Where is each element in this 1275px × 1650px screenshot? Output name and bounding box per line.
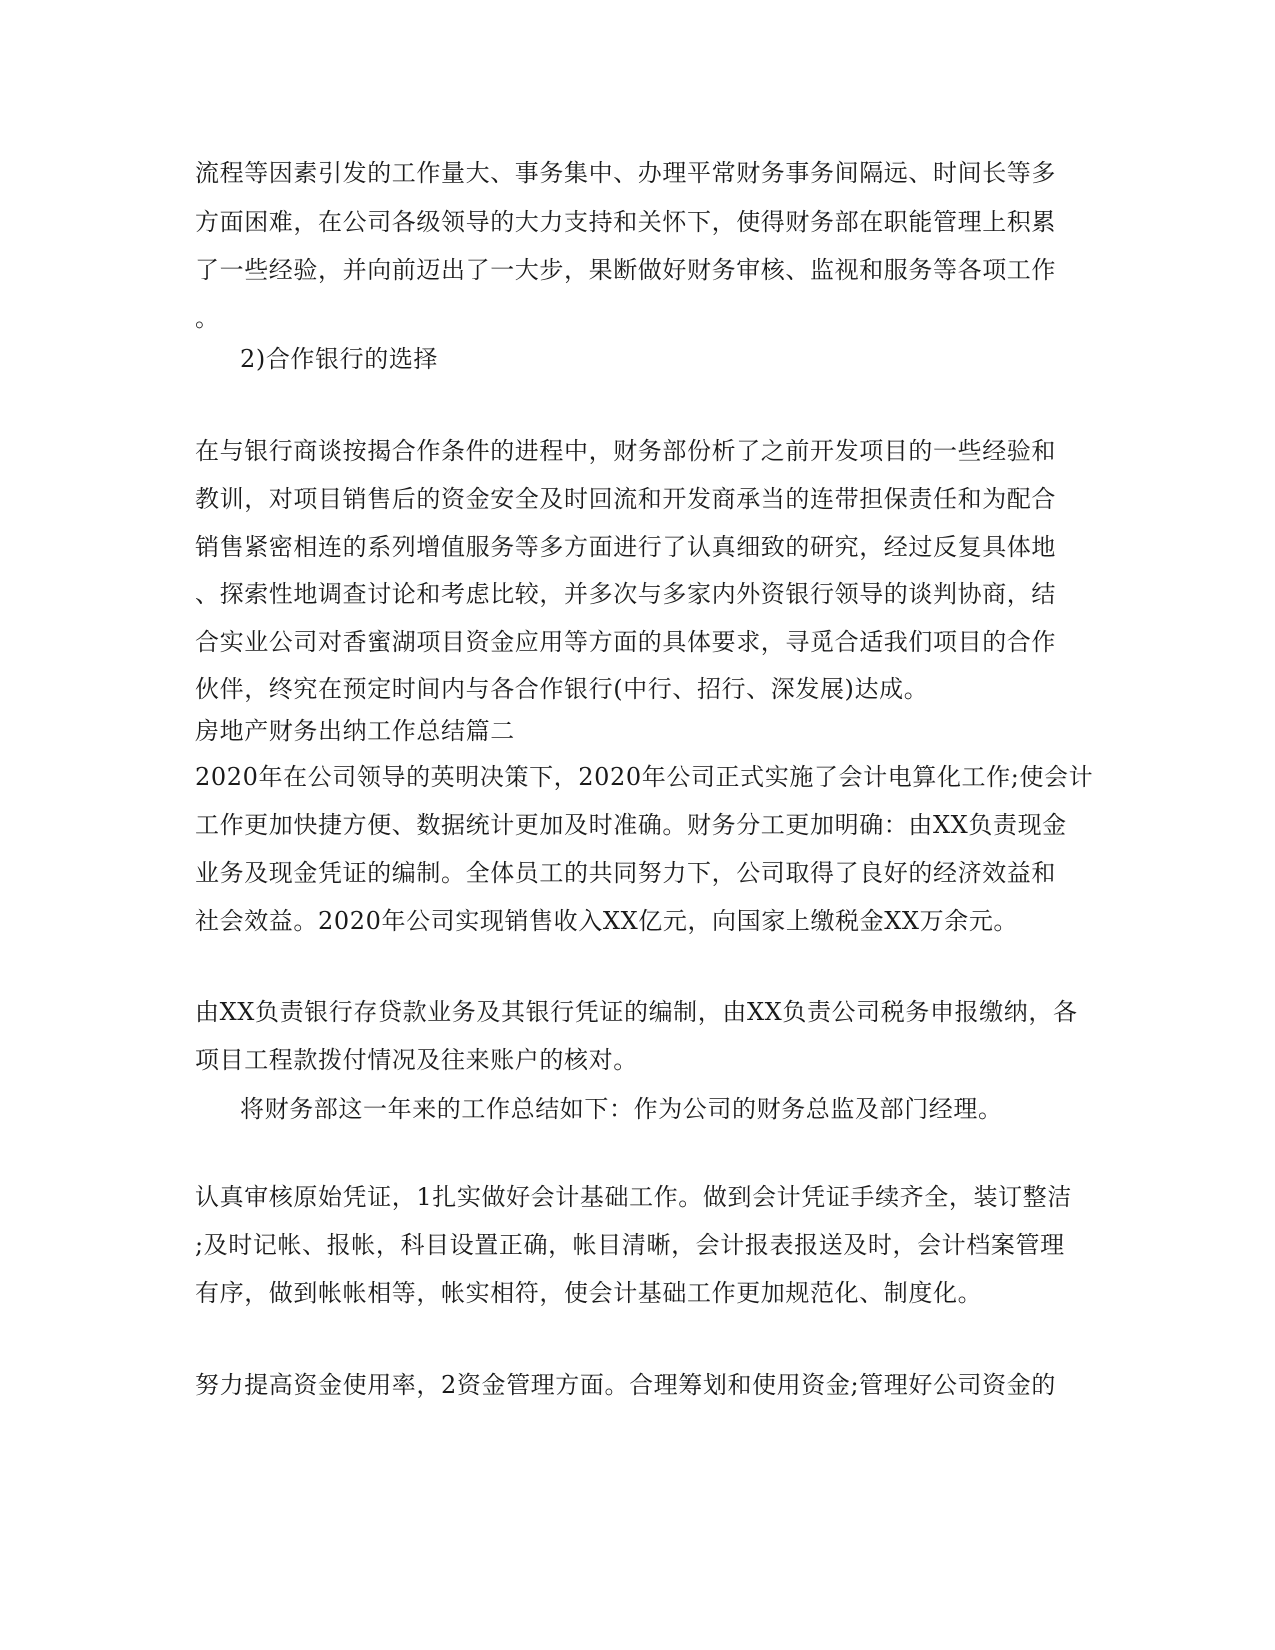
text-line: 业务及现金凭证的编制。全体员工的共同努力下，公司取得了良好的经济效益和 bbox=[195, 859, 1056, 887]
text-line: 2020年在公司领导的英明决策下，2020年公司正式实施了会计电算化工作;使会计 bbox=[195, 763, 1094, 791]
text-line: 认真审核原始凭证，1扎实做好会计基础工作。做到会计凭证手续齐全，装订整洁 bbox=[195, 1183, 1072, 1211]
text-line: 。 bbox=[195, 304, 220, 332]
text-line: 在与银行商谈按揭合作条件的进程中，财务部份析了之前开发项目的一些经验和 bbox=[195, 437, 1056, 465]
text-line: 销售紧密相连的系列增值服务等多方面进行了认真细致的研究，经过反复具体地 bbox=[195, 533, 1056, 561]
text-line: 社会效益。2020年公司实现销售收入XX亿元，向国家上缴税金XX万余元。 bbox=[195, 907, 1019, 935]
text-line: 教训，对项目销售后的资金安全及时回流和开发商承当的连带担保责任和为配合 bbox=[195, 485, 1056, 513]
text-line: 方面困难，在公司各级领导的大力支持和关怀下，使得财务部在职能管理上积累 bbox=[195, 208, 1056, 236]
text-line: 有序，做到帐帐相等，帐实相符，使会计基础工作更加规范化、制度化。 bbox=[195, 1279, 983, 1307]
text-line: 流程等因素引发的工作量大、事务集中、办理平常财务事务间隔远、时间长等多 bbox=[195, 159, 1056, 187]
text-line: 了一些经验，并向前迈出了一大步，果断做好财务审核、监视和服务等各项工作 bbox=[195, 256, 1056, 284]
section-heading: 2)合作银行的选择 bbox=[240, 345, 439, 373]
text-line: 努力提高资金使用率，2资金管理方面。合理筹划和使用资金;管理好公司资金的 bbox=[195, 1371, 1056, 1399]
text-line: 由XX负责银行存贷款业务及其银行凭证的编制，由XX负责公司税务申报缴纳，各 bbox=[195, 998, 1078, 1026]
text-line: ;及时记帐、报帐，科目设置正确，帐目清晰，会计报表报送及时，会计档案管理 bbox=[195, 1231, 1065, 1259]
text-line: 项目工程款拨付情况及往来账户的核对。 bbox=[195, 1046, 638, 1074]
text-line: 伙伴，终究在预定时间内与各合作银行(中行、招行、深发展)达成。 bbox=[195, 675, 929, 703]
text-line: 、探索性地调查讨论和考虑比较，并多次与多家内外资银行领导的谈判协商，结 bbox=[195, 580, 1056, 608]
text-line: 合实业公司对香蜜湖项目资金应用等方面的具体要求，寻觅合适我们项目的合作 bbox=[195, 628, 1056, 656]
text-line: 将财务部这一年来的工作总结如下：作为公司的财务总监及部门经理。 bbox=[240, 1095, 1003, 1123]
section-title: 房地产财务出纳工作总结篇二 bbox=[195, 717, 515, 745]
text-line: 工作更加快捷方便、数据统计更加及时准确。财务分工更加明确：由XX负责现金 bbox=[195, 811, 1067, 839]
